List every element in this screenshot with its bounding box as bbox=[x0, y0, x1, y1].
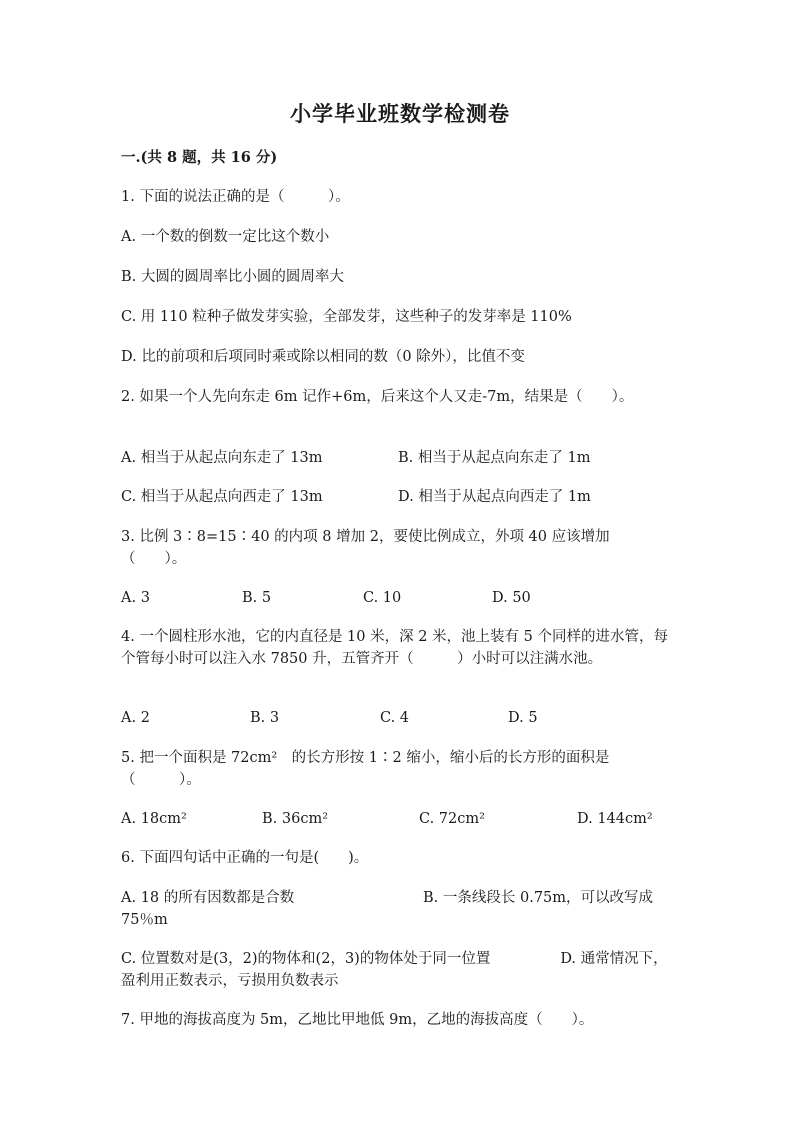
question-3-stem: 3. 比例 3∶8=15∶40 的内项 8 增加 2，要使比例成立，外项 40 应该增加（ ）。 bbox=[121, 529, 610, 567]
question-2-option-a: A. 相当于从起点向东走了 13m bbox=[121, 450, 323, 466]
question-1-stem: 1. 下面的说法正确的是（ ）。 bbox=[121, 189, 350, 205]
question-5-option-d: D. 144cm² bbox=[577, 811, 653, 827]
question-5-option-c: C. 72cm² bbox=[419, 811, 485, 827]
question-2-option-d: D. 相当于从起点向西走了 1m bbox=[398, 489, 591, 505]
question-6-option-c: C. 位置数对是(3，2)的物体和(2，3)的物体处于同一位置 bbox=[121, 951, 491, 967]
question-6-option-a: A. 18 的所有因数都是合数 bbox=[121, 890, 295, 906]
question-1-option-b: B. 大圆的圆周率比小圆的圆周率大 bbox=[121, 269, 344, 285]
question-2-option-b: B. 相当于从起点向东走了 1m bbox=[398, 450, 591, 466]
question-3-option-c: C. 10 bbox=[363, 590, 402, 606]
question-5-stem: 5. 把一个面积是 72cm² 的长方形按 1∶2 缩小，缩小后的长方形的面积是（ ）。 bbox=[121, 750, 610, 788]
question-6-stem: 6. 下面四句话中正确的一句是( )。 bbox=[121, 850, 369, 866]
question-2-option-c: C. 相当于从起点向西走了 13m bbox=[121, 489, 323, 505]
question-2-stem: 2. 如果一个人先向东走 6m 记作+6m，后来这个人又走-7m，结果是（ ）。 bbox=[121, 389, 634, 405]
question-6-option-b: B. 一条线段长 0.75m，可以改写成 75％m bbox=[121, 890, 654, 928]
question-4-option-a: A. 2 bbox=[121, 710, 150, 726]
question-3-option-d: D. 50 bbox=[492, 590, 531, 606]
question-6-options-cd bbox=[121, 948, 681, 992]
question-4-option-b: B. 3 bbox=[250, 710, 280, 726]
page-title: 小学毕业班数学检测卷 bbox=[290, 101, 510, 126]
question-5-option-a: A. 18cm² bbox=[121, 811, 187, 827]
question-1-option-a: A. 一个数的倒数一定比这个数小 bbox=[121, 229, 330, 245]
question-4-option-c: C. 4 bbox=[380, 710, 410, 726]
question-5-option-b: B. 36cm² bbox=[262, 811, 329, 827]
question-4-stem: 4. 一个圆柱形水池，它的内直径是 10 米，深 2 米，池上装有 5 个同样的进水管，每个管每小时可以注入水 7850 升，五管齐开（ ）小时可以注满水池。 bbox=[121, 629, 668, 667]
question-7-stem: 7. 甲地的海拔高度为 5m，乙地比甲地低 9m，乙地的海拔高度（ ）。 bbox=[121, 1012, 594, 1028]
question-4-option-d: D. 5 bbox=[508, 710, 538, 726]
section-header: 一.(共 8 题，共 16 分) bbox=[121, 149, 278, 166]
question-1-option-d: D. 比的前项和后项同时乘或除以相同的数（0 除外），比值不变 bbox=[121, 349, 525, 365]
question-6-option-d: D. 通常情况下，盈利用正数表示，亏损用负数表示 bbox=[121, 951, 668, 989]
question-3-option-b: B. 5 bbox=[242, 590, 272, 606]
question-1-option-c: C. 用 110 粒种子做发芽实验，全部发芽，这些种子的发芽率是 110% bbox=[121, 309, 572, 325]
question-3-option-a: A. 3 bbox=[121, 590, 150, 606]
